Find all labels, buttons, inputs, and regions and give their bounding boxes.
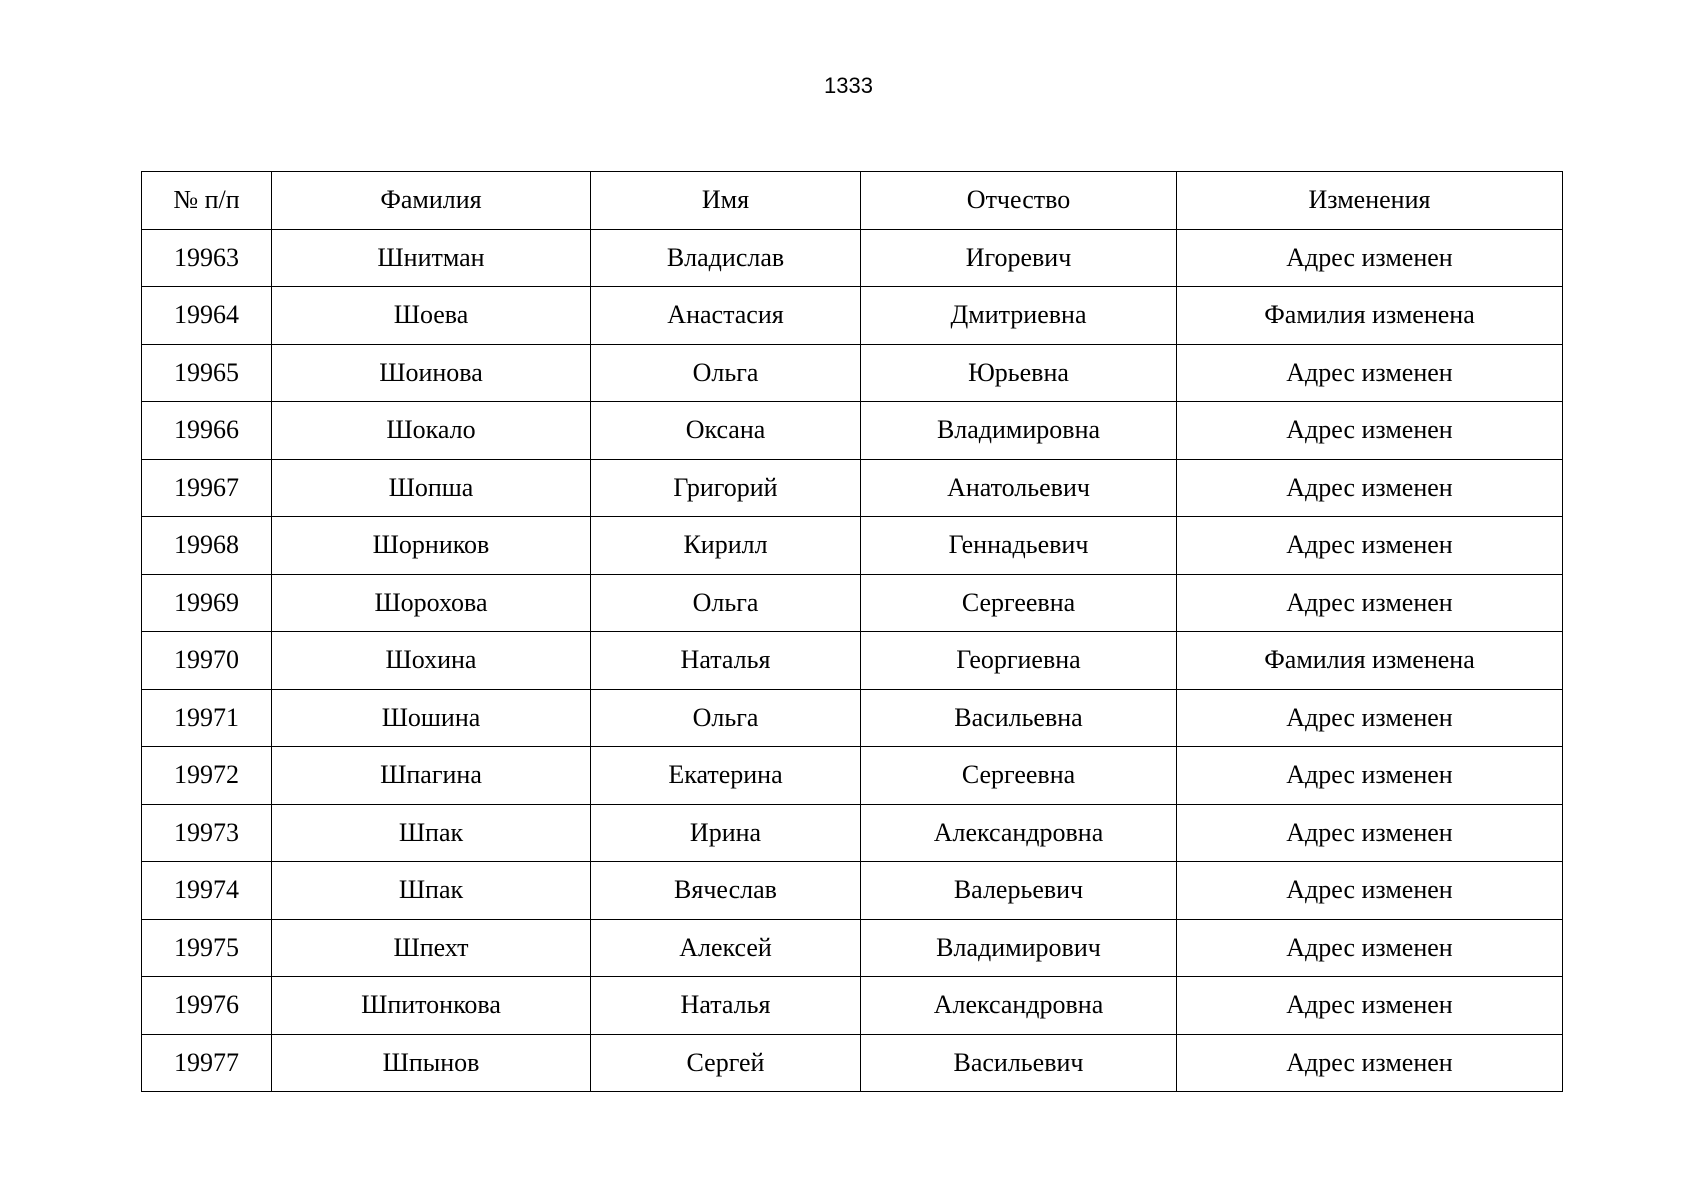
cell-patronymic: Александровна bbox=[861, 804, 1177, 862]
cell-last-name: Шпак bbox=[272, 862, 591, 920]
cell-change: Фамилия изменена bbox=[1177, 632, 1563, 690]
cell-num: 19967 bbox=[142, 459, 272, 517]
cell-change: Адрес изменен bbox=[1177, 804, 1563, 862]
header-last-name: Фамилия bbox=[272, 172, 591, 230]
cell-patronymic: Владимировна bbox=[861, 402, 1177, 460]
table-row bbox=[142, 402, 1563, 460]
cell-patronymic: Александровна bbox=[861, 977, 1177, 1035]
cell-patronymic: Георгиевна bbox=[861, 632, 1177, 690]
cell-first-name: Владислав bbox=[591, 229, 861, 287]
cell-first-name: Екатерина bbox=[591, 747, 861, 805]
cell-change: Адрес изменен bbox=[1177, 344, 1563, 402]
cell-num: 19966 bbox=[142, 402, 272, 460]
cell-patronymic: Васильевна bbox=[861, 689, 1177, 747]
cell-first-name: Ирина bbox=[591, 804, 861, 862]
cell-first-name: Сергей bbox=[591, 1034, 861, 1092]
cell-first-name: Григорий bbox=[591, 459, 861, 517]
header-patronymic: Отчество bbox=[861, 172, 1177, 230]
cell-change: Адрес изменен bbox=[1177, 574, 1563, 632]
cell-first-name: Наталья bbox=[591, 977, 861, 1035]
cell-change: Адрес изменен bbox=[1177, 229, 1563, 287]
cell-last-name: Шоева bbox=[272, 287, 591, 345]
cell-first-name: Алексей bbox=[591, 919, 861, 977]
cell-last-name: Шошина bbox=[272, 689, 591, 747]
cell-last-name: Шнитман bbox=[272, 229, 591, 287]
header-first-name: Имя bbox=[591, 172, 861, 230]
cell-first-name: Наталья bbox=[591, 632, 861, 690]
cell-num: 19970 bbox=[142, 632, 272, 690]
cell-patronymic: Дмитриевна bbox=[861, 287, 1177, 345]
cell-last-name: Шоинова bbox=[272, 344, 591, 402]
cell-num: 19963 bbox=[142, 229, 272, 287]
table-body bbox=[142, 229, 1563, 1092]
cell-first-name: Ольга bbox=[591, 574, 861, 632]
cell-first-name: Анастасия bbox=[591, 287, 861, 345]
cell-change: Адрес изменен bbox=[1177, 517, 1563, 575]
cell-patronymic: Владимирович bbox=[861, 919, 1177, 977]
cell-patronymic: Игоревич bbox=[861, 229, 1177, 287]
cell-last-name: Шпынов bbox=[272, 1034, 591, 1092]
header-num: № п/п bbox=[142, 172, 272, 230]
cell-patronymic: Васильевич bbox=[861, 1034, 1177, 1092]
cell-last-name: Шохина bbox=[272, 632, 591, 690]
cell-last-name: Шокало bbox=[272, 402, 591, 460]
cell-patronymic: Юрьевна bbox=[861, 344, 1177, 402]
cell-patronymic: Сергеевна bbox=[861, 747, 1177, 805]
table-row bbox=[142, 574, 1563, 632]
table-row bbox=[142, 919, 1563, 977]
cell-change: Адрес изменен bbox=[1177, 919, 1563, 977]
cell-first-name: Кирилл bbox=[591, 517, 861, 575]
cell-last-name: Шопша bbox=[272, 459, 591, 517]
cell-change: Адрес изменен bbox=[1177, 747, 1563, 805]
cell-change: Адрес изменен bbox=[1177, 689, 1563, 747]
cell-last-name: Шорников bbox=[272, 517, 591, 575]
cell-change: Адрес изменен bbox=[1177, 402, 1563, 460]
cell-change: Адрес изменен bbox=[1177, 1034, 1563, 1092]
cell-patronymic: Сергеевна bbox=[861, 574, 1177, 632]
cell-num: 19972 bbox=[142, 747, 272, 805]
cell-change: Адрес изменен bbox=[1177, 862, 1563, 920]
table-row bbox=[142, 229, 1563, 287]
cell-first-name: Ольга bbox=[591, 689, 861, 747]
cell-num: 19975 bbox=[142, 919, 272, 977]
table-row bbox=[142, 862, 1563, 920]
header-change: Изменения bbox=[1177, 172, 1563, 230]
cell-num: 19968 bbox=[142, 517, 272, 575]
cell-change: Фамилия изменена bbox=[1177, 287, 1563, 345]
table-header bbox=[142, 172, 1563, 230]
table-row bbox=[142, 344, 1563, 402]
cell-num: 19974 bbox=[142, 862, 272, 920]
records-table bbox=[141, 171, 1563, 1092]
table-row bbox=[142, 747, 1563, 805]
page-number: 1333 bbox=[824, 73, 873, 98]
cell-first-name: Вячеслав bbox=[591, 862, 861, 920]
cell-first-name: Оксана bbox=[591, 402, 861, 460]
cell-last-name: Шпагина bbox=[272, 747, 591, 805]
cell-last-name: Шпехт bbox=[272, 919, 591, 977]
cell-num: 19965 bbox=[142, 344, 272, 402]
cell-change: Адрес изменен bbox=[1177, 977, 1563, 1035]
cell-num: 19971 bbox=[142, 689, 272, 747]
table-row bbox=[142, 689, 1563, 747]
cell-patronymic: Валерьевич bbox=[861, 862, 1177, 920]
table-row bbox=[142, 632, 1563, 690]
cell-first-name: Ольга bbox=[591, 344, 861, 402]
cell-num: 19964 bbox=[142, 287, 272, 345]
cell-num: 19969 bbox=[142, 574, 272, 632]
table-row bbox=[142, 287, 1563, 345]
table-row bbox=[142, 517, 1563, 575]
cell-change: Адрес изменен bbox=[1177, 459, 1563, 517]
table-row bbox=[142, 977, 1563, 1035]
cell-num: 19976 bbox=[142, 977, 272, 1035]
cell-num: 19977 bbox=[142, 1034, 272, 1092]
cell-patronymic: Геннадьевич bbox=[861, 517, 1177, 575]
cell-num: 19973 bbox=[142, 804, 272, 862]
cell-last-name: Шорохова bbox=[272, 574, 591, 632]
cell-patronymic: Анатольевич bbox=[861, 459, 1177, 517]
cell-last-name: Шпак bbox=[272, 804, 591, 862]
header-row bbox=[142, 172, 1563, 230]
table-row bbox=[142, 804, 1563, 862]
cell-last-name: Шпитонкова bbox=[272, 977, 591, 1035]
table-row bbox=[142, 1034, 1563, 1092]
table-row bbox=[142, 459, 1563, 517]
